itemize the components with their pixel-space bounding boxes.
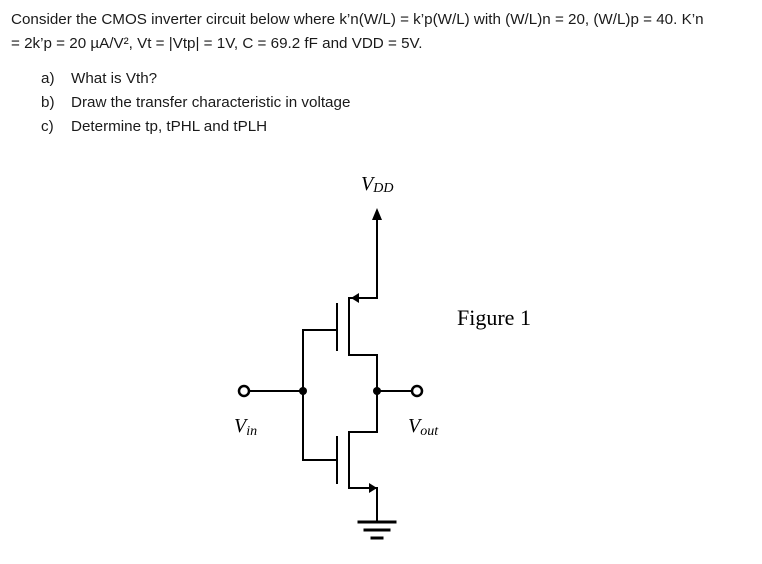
pmos-arrow-icon [351,293,359,303]
vdd-label-main: V [361,173,374,195]
question-letter: c) [41,118,54,135]
question-text: Draw the transfer characteristic in voltage [71,94,351,111]
nmos-arrow-icon [369,483,377,493]
vin-label-sub: in [246,424,258,439]
vin-label [234,415,257,439]
problem-line-1: Consider the CMOS inverter circuit below where k’n(W/L) = k’p(W/L) with (W/L)n = 20, (W/L)p = 40. K’n [11,11,704,28]
question-letter: b) [41,94,55,111]
vout-label [408,415,439,439]
vout-terminal [412,386,422,396]
vout-label-sub: out [420,424,439,439]
question-text: Determine tp, tPHL and tPLH [71,118,268,135]
vout-label-main: V [408,415,421,437]
vdd-label [361,173,393,196]
question-text: What is Vth? [71,70,158,87]
vdd-label-sub: DD [373,181,394,196]
vdd-arrow-icon [372,208,382,220]
vin-terminal [239,386,249,396]
gate-junction-dot [299,387,307,395]
figure-caption: Figure 1 [457,305,531,330]
vin-label-main: V [234,415,247,437]
output-junction-dot [373,387,381,395]
question-letter: a) [41,70,55,87]
problem-line-2: = 2k’p = 20 µA/V², Vt = |Vtp| = 1V, C = 69.2 fF and VDD = 5V. [11,35,423,52]
